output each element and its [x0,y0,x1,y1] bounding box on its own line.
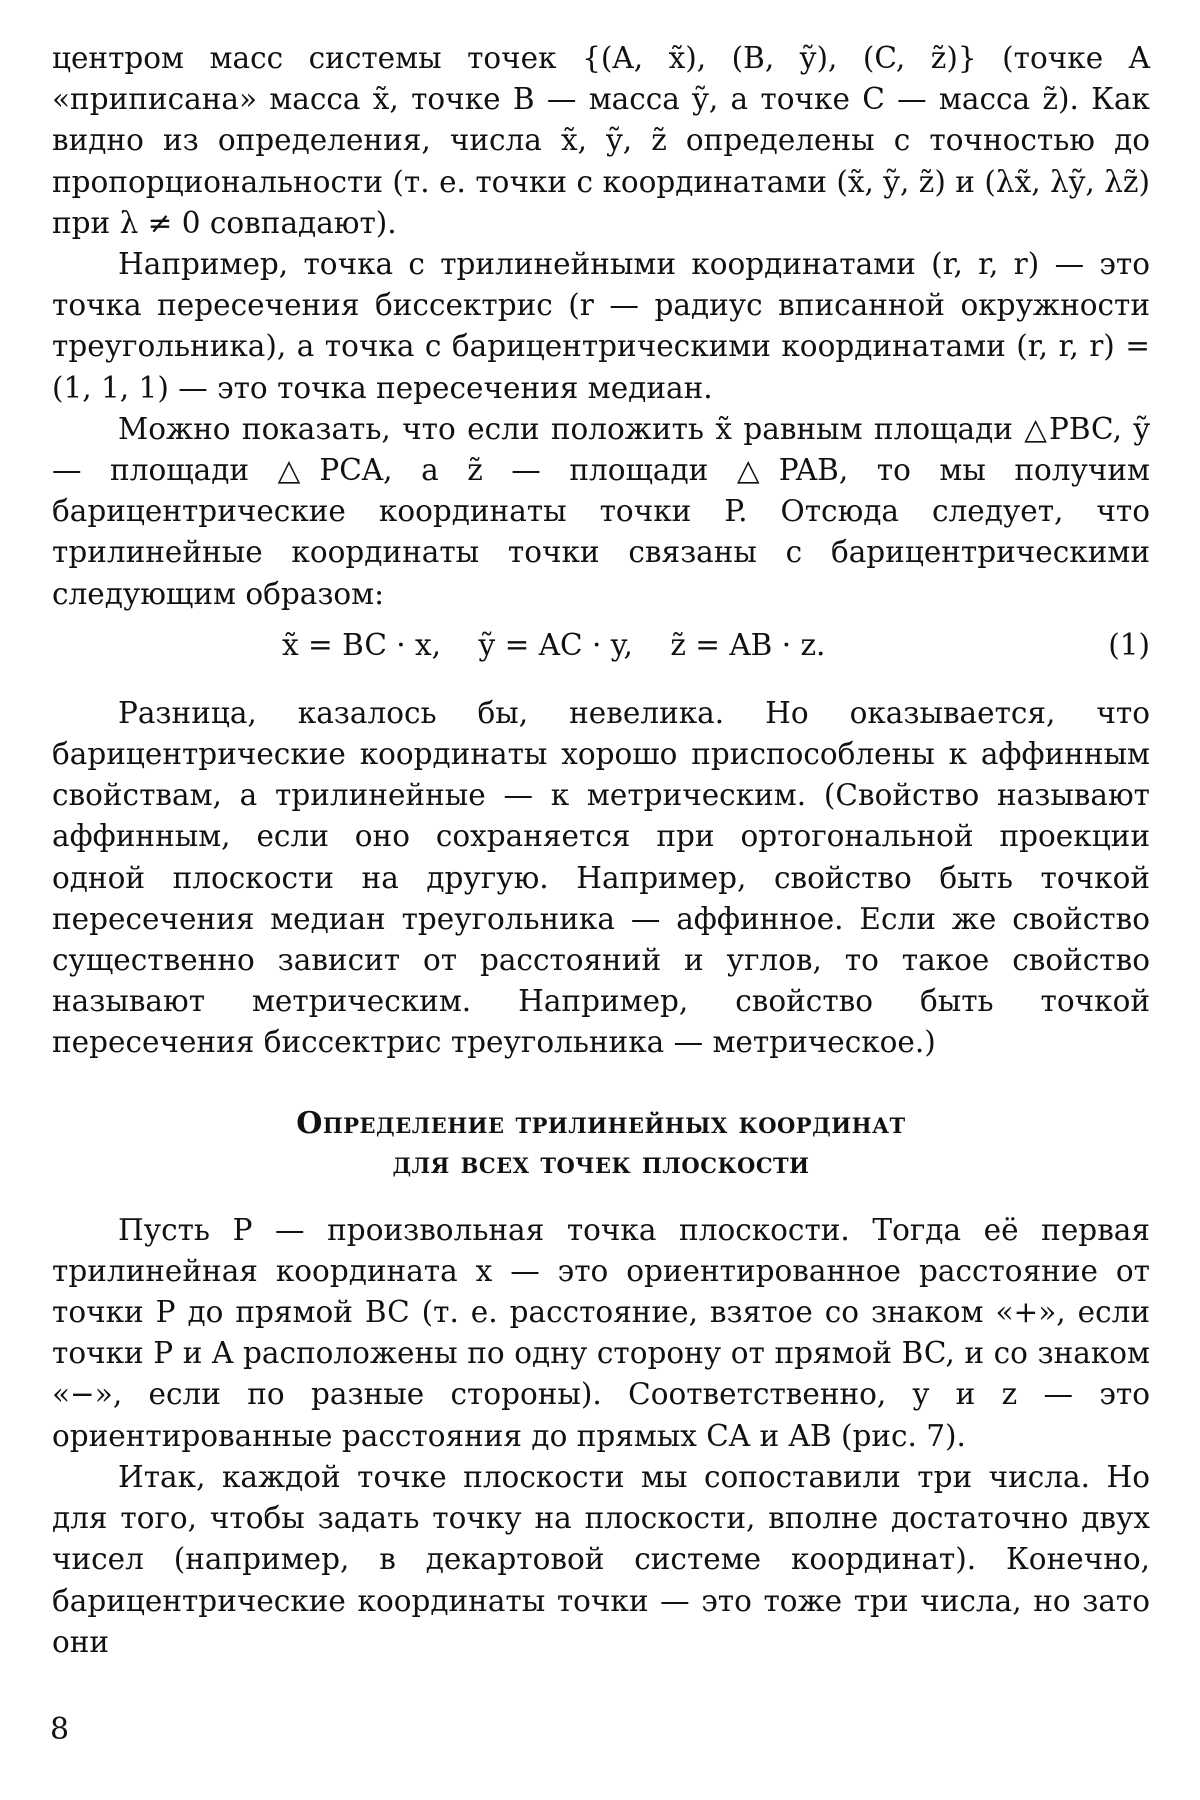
page-number: 8 [50,1712,70,1747]
formula: x̃ = BC · x, ỹ = AC · y, z̃ = AB · z. [282,627,826,662]
formula-row [52,619,1150,671]
page-body [52,38,1150,1663]
paragraph-4: Разница, казалось бы, невелика. Но оказывается, что барицентрические координаты хорошо приспособлены к аффинным свойствам, а трилинейные — к метрическим. (Свойство называют аффинным, если оно сохраняется при ортогональной проекции одной плоскости на другую. Например, свойство быть точкой пересечения медиан треугольника — аффинное. Если же свойство существенно зависит от расстояний и углов, то такое свойство называют метрическим. Например, свойство быть точкой пересечения биссектрис треугольника — метрическое.) [52,695,1150,1060]
section-heading [52,1104,1150,1184]
paragraph-6: Итак, каждой точке плоскости мы сопоставили три числа. Но для того, чтобы задать точку на плоскости, вполне достаточно двух чисел (например, в декартовой системе координат). Конечно, барицентрические координаты точки — это тоже три числа, но зато они [52,1459,1150,1659]
heading-line-1: Определение трилинейных координат [296,1105,906,1141]
paragraph-3: Можно показать, что если положить x̃ равным площади △PBC, ỹ — площади △PCA, а z̃ — площади △PAB, то мы получим барицентрические координаты точки P. Отсюда следует, что трилинейные координаты точки связаны с барицентрическими следующим образом: [52,411,1150,611]
paragraph-1: центром масс системы точек {(A, x̃), (B, ỹ), (C, z̃)} (точке A «приписана» масса x̃, точке B — масса ỹ, а точке C — масса z̃). Как видно из определения, числа x̃, ỹ, z̃ определены с точностью до пропорциональности (т. е. точки с координатами (x̃, ỹ, z̃) и (λx̃, λỹ, λz̃) при λ ≠ 0 совпадают). [52,41,1150,240]
paragraph-5: Пусть P — произвольная точка плоскости. Тогда её первая трилинейная координата x — это ориентированное расстояние от точки P до прямой BC (т. е. расстояние, взятое со знаком «+», если точки P и A расположены по одну сторону от прямой BC, и со знаком «−», если по разные стороны). Соответственно, y и z — это ориентированные расстояния до прямых CA и AB (рис. 7). [52,1212,1150,1453]
equation-number: (1) [1108,627,1150,662]
paragraph-2: Например, точка с трилинейными координатами (r, r, r) — это точка пересечения биссектрис (r — радиус вписанной окружности треугольника), а точка с барицентрическими координатами (r, r, r) = (1, 1, 1) — это точка пересечения медиан. [52,247,1150,405]
heading-line-2: для всех точек плоскости [392,1145,810,1181]
